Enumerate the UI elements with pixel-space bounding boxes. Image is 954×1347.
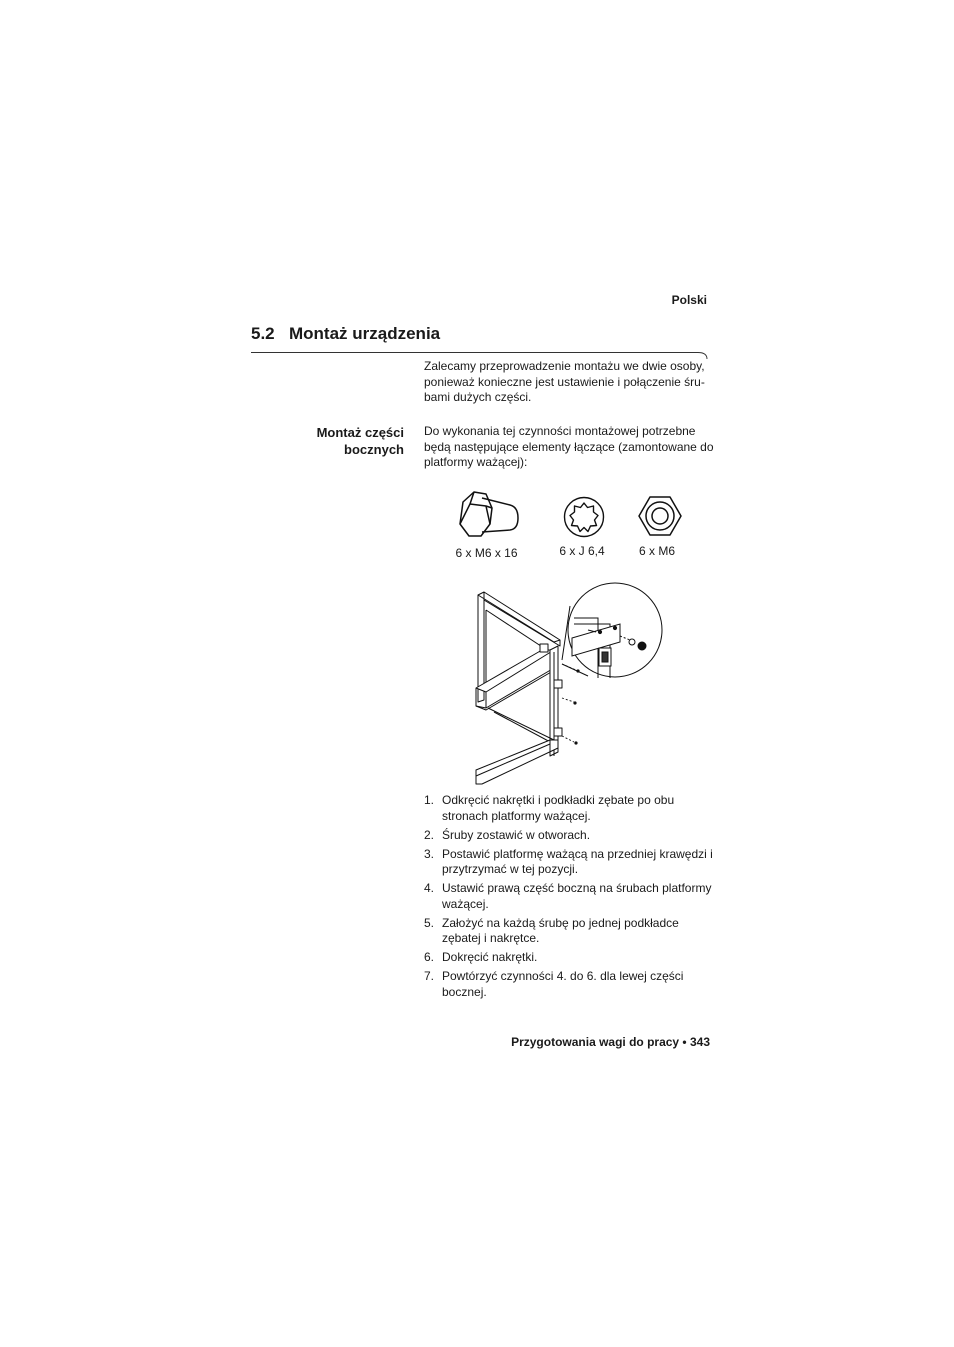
list-item: [424, 828, 714, 844]
step-text: Dokręcić nakrętki.: [442, 950, 538, 964]
step-text: Odkręcić nakrętki i podkładki zębate po obu stronach platformy ważącej.: [442, 793, 675, 823]
subsection-heading: [250, 424, 404, 458]
step-number: 5.: [424, 915, 435, 930]
header-language: Polski: [671, 293, 707, 307]
step-text: Ustawić prawą część boczną na śrubach platformy ważącej.: [442, 881, 712, 911]
step-number: 3.: [424, 846, 435, 861]
section-title: [251, 324, 440, 344]
hex-nut-label: 6 x M6: [638, 544, 675, 558]
step-number: 6.: [424, 950, 435, 964]
step-number: 2.: [424, 827, 435, 842]
list-item: [424, 916, 714, 947]
list-item: [424, 950, 714, 966]
section-number: 5.2: [251, 324, 275, 343]
steps-list: [424, 793, 714, 1004]
intro-paragraph: Zalecamy przeprowadzenie montażu we dwie osoby, ponieważ konieczne jest ustawienie i połączenie śru-bami dużych części.: [424, 359, 705, 404]
list-item: [424, 847, 714, 878]
list-item: [424, 969, 714, 1000]
bolt-icon: [456, 488, 522, 540]
tooth-washer-label: 6 x J 6,4: [559, 544, 605, 558]
step-text: Powtórzyć czynności 4. do 6. dla lewej części bocznej.: [442, 969, 684, 999]
list-item: [424, 881, 714, 912]
step-number: 1.: [424, 793, 435, 807]
step-text: Postawić platformę ważącą na przedniej krawędzi i przytrzymać w tej pozycji.: [442, 846, 713, 876]
page-footer: Przygotowania wagi do pracy • 343: [511, 1035, 710, 1049]
step-text: Założyć na każdą śrubę po jednej podkładce zębatej i nakrętce.: [442, 915, 679, 945]
step-number: 4.: [424, 881, 435, 895]
assembly-illustration: [470, 580, 666, 790]
subsection-heading-line2: bocznych: [344, 442, 404, 457]
step-number: 7.: [424, 969, 435, 983]
section-rule: [251, 347, 708, 359]
section-title-text: Montaż urządzenia: [289, 324, 441, 343]
subsection-paragraph: Do wykonania tej czynności montażowej potrzebne będą następujące elementy łączące (zamontowane do platformy ważącej):: [424, 424, 714, 469]
hex-nut-icon: [637, 494, 683, 538]
subsection-heading-line1: Montaż części: [316, 425, 404, 440]
list-item: [424, 793, 714, 824]
step-text: Śruby zostawić w otworach.: [442, 827, 591, 842]
tooth-washer-icon: [563, 496, 605, 538]
bolt-label: 6 x M6 x 16: [455, 546, 518, 560]
